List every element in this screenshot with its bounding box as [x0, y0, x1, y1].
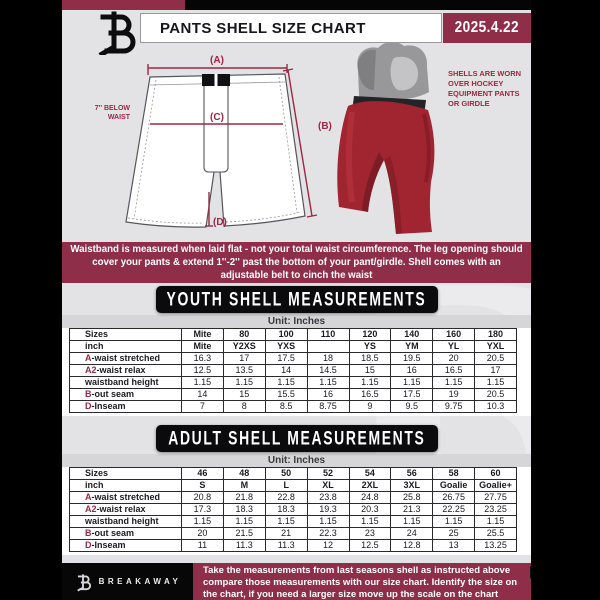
table-cell: 60: [475, 468, 517, 480]
footer-note-box: [193, 563, 531, 600]
table-cell: M: [223, 480, 265, 492]
row-label: A2-waist relax: [70, 504, 182, 516]
footer-brand-box: [62, 563, 193, 600]
table-cell: 1.15: [391, 377, 433, 389]
table-cell: 18.3: [265, 504, 307, 516]
table-cell: 160: [433, 329, 475, 341]
youth-heading-banner: [156, 286, 438, 313]
table-cell: 1.15: [265, 377, 307, 389]
table-cell: 21.3: [391, 504, 433, 516]
footer-flag: [530, 566, 531, 579]
row-label: Sizes: [70, 329, 182, 341]
table-cell: 22.8: [265, 492, 307, 504]
table-cell: 15: [349, 365, 391, 377]
table-cell: 19.3: [307, 504, 349, 516]
top-strip-black: [185, 0, 531, 10]
table-cell: 8.5: [265, 401, 307, 413]
table-cell: 16.5: [349, 389, 391, 401]
shell-caption: SHELLS ARE WORN OVER HOCKEY EQUIPMENT PANTS OR GIRDLE: [448, 69, 522, 108]
table-row: [70, 492, 517, 504]
table-row: [70, 389, 517, 401]
table-cell: 22.25: [433, 504, 475, 516]
table-cell: 12.5: [349, 540, 391, 552]
table-cell: 20: [433, 353, 475, 365]
table-row: [70, 504, 517, 516]
shell-photo: [334, 40, 446, 240]
table-cell: 25.8: [391, 492, 433, 504]
table-cell: 7: [182, 401, 224, 413]
table-cell: 15.5: [265, 389, 307, 401]
row-label: B-out seam: [70, 528, 182, 540]
table-row: [70, 353, 517, 365]
table-cell: 21: [265, 528, 307, 540]
table-cell: 24: [391, 528, 433, 540]
table-cell: 15: [223, 389, 265, 401]
table-cell: 16: [307, 389, 349, 401]
table-cell: 18.3: [223, 504, 265, 516]
table-cell: 46: [182, 468, 224, 480]
table-row: [70, 365, 517, 377]
notice-text: Waistband is measured when laid flat - not your total waist circumference. The leg opening should cover your pants & extend 1''-2'' past the bottom of your pant/girdle. Shell comes with an adjustable belt to cinch the waist: [70, 244, 523, 281]
table-cell: YL: [433, 341, 475, 353]
table-cell: 2XL: [349, 480, 391, 492]
table-cell: 20.3: [349, 504, 391, 516]
table-cell: 12.8: [391, 540, 433, 552]
table-cell: 20.8: [182, 492, 224, 504]
table-cell: 21.5: [223, 528, 265, 540]
table-cell: 13: [433, 540, 475, 552]
diagram-label-d: (D): [213, 217, 227, 228]
table-cell: 24.8: [349, 492, 391, 504]
table-cell: 8.75: [307, 401, 349, 413]
row-label: A-waist stretched: [70, 353, 182, 365]
table-row: [70, 480, 517, 492]
table-cell: 10.3: [475, 401, 517, 413]
table-cell: 58: [433, 468, 475, 480]
table-cell: 180: [475, 329, 517, 341]
table-cell: 100: [265, 329, 307, 341]
table-cell: 8: [223, 401, 265, 413]
table-row: [70, 516, 517, 528]
table-cell: 16: [391, 365, 433, 377]
table-cell: 17.5: [391, 389, 433, 401]
table-cell: 1.15: [182, 516, 224, 528]
table-cell: 12.5: [182, 365, 224, 377]
row-label: inch: [70, 480, 182, 492]
breakaway-logo-icon: [90, 9, 138, 55]
table-cell: L: [265, 480, 307, 492]
table-cell: Y2XS: [223, 341, 265, 353]
table-cell: 1.15: [391, 516, 433, 528]
table-cell: YXS: [265, 341, 307, 353]
row-label: A2-waist relax: [70, 365, 182, 377]
row-label: B-out seam: [70, 389, 182, 401]
date-badge: [443, 13, 531, 43]
table-cell: 18: [307, 353, 349, 365]
table-cell: Goalie: [433, 480, 475, 492]
table-cell: 17: [475, 365, 517, 377]
adult-heading-banner: [156, 425, 438, 452]
table-cell: 80: [223, 329, 265, 341]
table-cell: 1.15: [307, 516, 349, 528]
table-cell: 1.15: [475, 377, 517, 389]
adult-unit-label: Unit: Inches: [62, 454, 531, 467]
waist-note: 7'' BELOW WAIST: [94, 105, 130, 121]
table-cell: 13.25: [475, 540, 517, 552]
youth-table: [69, 328, 517, 413]
table-cell: 17.5: [265, 353, 307, 365]
table-cell: YS: [349, 341, 391, 353]
table-cell: 1.15: [433, 516, 475, 528]
row-label: A-waist stretched: [70, 492, 182, 504]
table-cell: 20.5: [475, 353, 517, 365]
table-cell: 17: [223, 353, 265, 365]
table-cell: 19: [433, 389, 475, 401]
table-cell: 23.8: [307, 492, 349, 504]
table-cell: 26.75: [433, 492, 475, 504]
table-cell: S: [182, 480, 224, 492]
table-cell: 9: [349, 401, 391, 413]
table-cell: 1.15: [265, 516, 307, 528]
youth-unit-label: Unit: Inches: [62, 315, 531, 328]
table-cell: YXL: [475, 341, 517, 353]
table-cell: 18.5: [349, 353, 391, 365]
table-cell: 1.15: [349, 377, 391, 389]
row-label: inch: [70, 341, 182, 353]
table-cell: 25: [433, 528, 475, 540]
pants-diagram: [76, 48, 336, 238]
table-cell: 14: [182, 389, 224, 401]
row-label: Sizes: [70, 468, 182, 480]
table-cell: 1.15: [307, 377, 349, 389]
breakaway-logo-small-icon: [74, 571, 92, 593]
table-cell: 20.5: [475, 389, 517, 401]
footer-note-text: Take the measurements from last seasons shell as instructed above compare those measurements with our size chart. Identify the size on the chart, if you need a larger size move up the scale on the chart: [203, 565, 518, 600]
table-cell: 11: [182, 540, 224, 552]
table-cell: 23: [349, 528, 391, 540]
footer-brand-text: BREAKAWAY: [98, 577, 182, 586]
table-cell: Mite: [182, 329, 224, 341]
adult-heading-text: ADULT SHELL MEASUREMENTS: [167, 427, 426, 449]
row-label: D-Inseam: [70, 540, 182, 552]
page-title: PANTS SHELL SIZE CHART: [160, 19, 366, 37]
table-cell: 27.75: [475, 492, 517, 504]
table-cell: 25.5: [475, 528, 517, 540]
table-cell: 120: [349, 329, 391, 341]
table-cell: 1.15: [349, 516, 391, 528]
table-cell: 23.25: [475, 504, 517, 516]
table-cell: 11.3: [265, 540, 307, 552]
table-cell: 12: [307, 540, 349, 552]
table-cell: 140: [391, 329, 433, 341]
youth-heading-text: YOUTH SHELL MEASUREMENTS: [166, 288, 427, 310]
table-cell: 17.3: [182, 504, 224, 516]
table-cell: 16.3: [182, 353, 224, 365]
table-cell: 14.5: [307, 365, 349, 377]
title-box: [140, 13, 442, 43]
table-cell: 14: [265, 365, 307, 377]
row-label: waistband height: [70, 377, 182, 389]
table-cell: 1.15: [433, 377, 475, 389]
table-cell: 56: [391, 468, 433, 480]
section-youth: [62, 286, 531, 416]
table-cell: 9.5: [391, 401, 433, 413]
table-cell: Mite: [182, 341, 224, 353]
table-row: [70, 540, 517, 552]
table-row: [70, 468, 517, 480]
table-cell: 19.5: [391, 353, 433, 365]
table-cell: 9.75: [433, 401, 475, 413]
diagram-label-a: (A): [210, 55, 224, 66]
diagram-label-b: (B): [318, 121, 332, 132]
table-cell: Goalie+: [475, 480, 517, 492]
section-adult: [62, 425, 531, 555]
table-cell: 1.15: [223, 516, 265, 528]
table-cell: XL: [307, 480, 349, 492]
table-cell: 48: [223, 468, 265, 480]
footer: [62, 563, 531, 600]
diagram-label-c: (C): [210, 112, 224, 123]
table-cell: 1.15: [475, 516, 517, 528]
row-label: D-Inseam: [70, 401, 182, 413]
adult-table: [69, 467, 517, 552]
row-label: waistband height: [70, 516, 182, 528]
table-row: [70, 528, 517, 540]
table-cell: YM: [391, 341, 433, 353]
table-cell: 16.5: [433, 365, 475, 377]
table-cell: 50: [265, 468, 307, 480]
table-cell: 13.5: [223, 365, 265, 377]
table-cell: 22.3: [307, 528, 349, 540]
table-cell: 54: [349, 468, 391, 480]
table-cell: 21.8: [223, 492, 265, 504]
youth-table-panel: [62, 328, 531, 416]
table-row: [70, 341, 517, 353]
table-cell: 3XL: [391, 480, 433, 492]
table-cell: 20: [182, 528, 224, 540]
table-cell: 110: [307, 329, 349, 341]
table-cell: 52: [307, 468, 349, 480]
date-text: 2025.4.22: [454, 19, 520, 36]
page: [62, 0, 531, 600]
table-cell: [307, 341, 349, 353]
notice-banner: [62, 242, 531, 283]
table-cell: 1.15: [223, 377, 265, 389]
table-cell: 11.3: [223, 540, 265, 552]
table-row: [70, 329, 517, 341]
table-cell: 1.15: [182, 377, 224, 389]
table-row: [70, 377, 517, 389]
adult-table-panel: [62, 467, 531, 555]
table-row: [70, 401, 517, 413]
